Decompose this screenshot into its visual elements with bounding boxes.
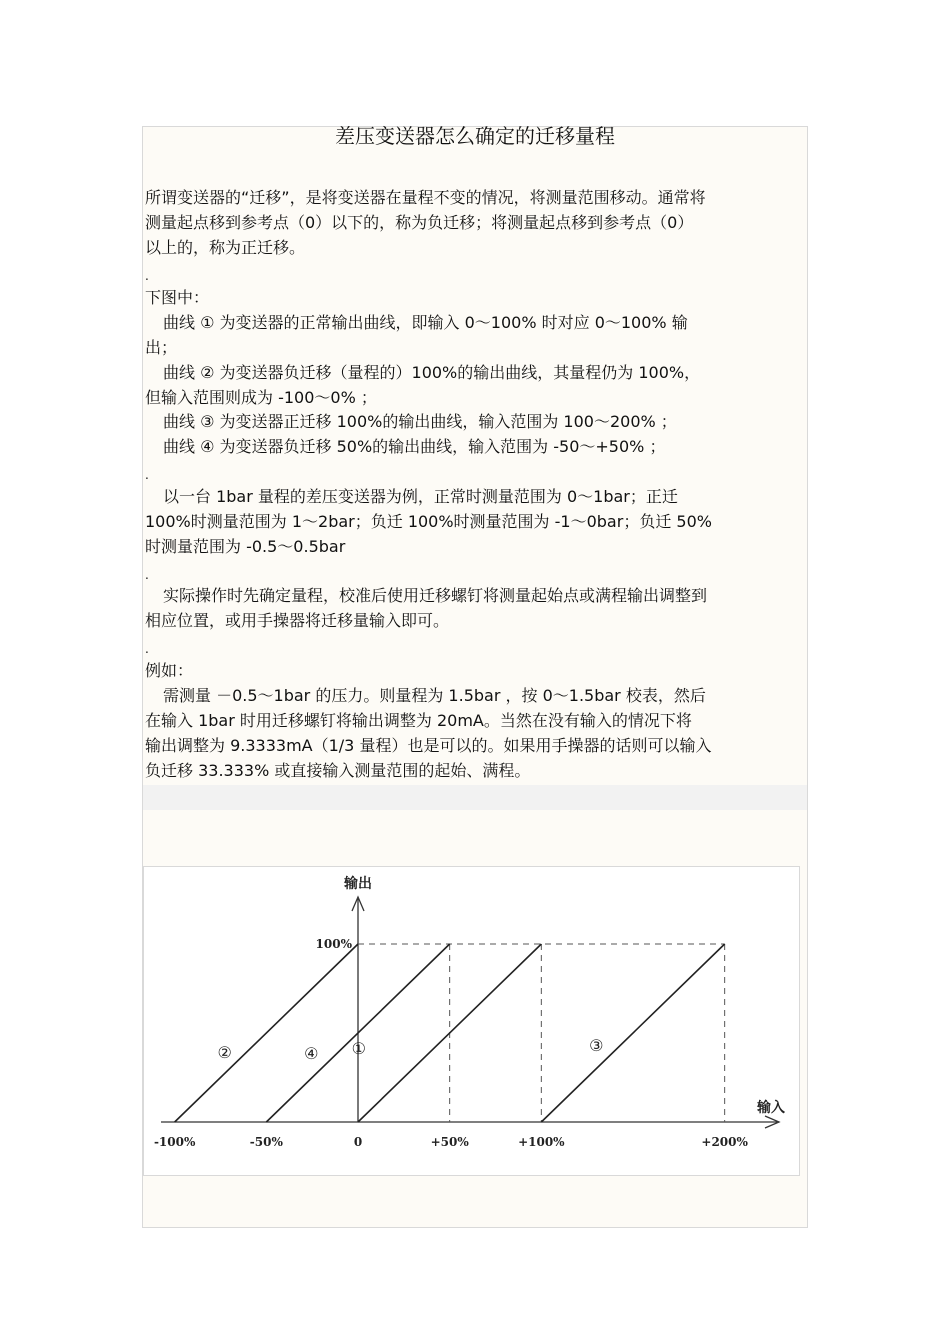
chart-labels <box>154 875 785 1149</box>
section-divider-band <box>143 785 807 810</box>
paragraph-line: 输出调整为 9.3333mA（1/3 量程）也是可以的。如果用手操器的话则可以输入 <box>145 736 712 755</box>
x-tick-label: +50% <box>430 1135 469 1149</box>
series-label: ③ <box>589 1036 604 1055</box>
x-tick-label: +100% <box>518 1135 565 1149</box>
transmitter-migration-chart <box>144 867 799 1175</box>
paragraph-line: 下图中： <box>145 288 210 307</box>
paragraph-line: 相应位置，或用手操器将迁移量输入即可。 <box>145 611 450 630</box>
paragraph-line: 在输入 1bar 时用迁移螺钉将输出调整为 20mA。当然在没有输入的情况下将 <box>145 711 692 730</box>
paragraph-line: 需测量 －0.5～1bar 的压力。则量程为 1.5bar ，按 0～1.5bar 校表，然后 <box>163 686 706 705</box>
paragraph-line: 100%时测量范围为 1～2bar；负迁 100%时测量范围为 -1～0bar；负迁 50% <box>145 512 712 531</box>
paragraph-line: 以一台 1bar 量程的差压变送器为例，正常时测量范围为 0～1bar；正迁 <box>163 487 678 506</box>
y-tick-label: 100% <box>315 937 352 951</box>
series-line <box>541 944 724 1122</box>
separator-dot: . <box>145 269 149 283</box>
paragraph-line: 曲线 ① 为变送器的正常输出曲线，即输入 0～100% 时对应 0～100% 输 <box>163 313 688 332</box>
figure-panel <box>143 866 800 1176</box>
chart-guide-lines <box>358 944 725 1122</box>
x-tick-label: +200% <box>701 1135 748 1149</box>
paragraph-line: 例如： <box>145 661 194 680</box>
series-label: ① <box>351 1039 367 1058</box>
paragraph-line: 但输入范围则成为 -100～0% ； <box>145 388 377 407</box>
paragraph-line: 曲线 ④ 为变送器负迁移 50%的输出曲线，输入范围为 -50～+50% ； <box>163 437 666 456</box>
separator-dot: . <box>145 468 149 482</box>
paragraph-line: 负迁移 33.333% 或直接输入测量范围的起始、满程。 <box>145 761 531 780</box>
separator-dot: . <box>145 642 149 656</box>
paragraph-line: 实际操作时先确定量程，校准后使用迁移螺钉将测量起始点或满程输出调整到 <box>163 586 708 605</box>
series-label: ④ <box>304 1044 319 1063</box>
y-axis-title: 输出 <box>344 876 372 892</box>
paragraph-line: 所谓变送器的“迁移”，是将变送器在量程不变的情况，将测量范围移动。通常将 <box>145 188 706 207</box>
x-tick-label: -100% <box>153 1135 196 1149</box>
paragraph-line: 以上的，称为正迁移。 <box>145 238 306 257</box>
paragraph-line: 测量起点移到参考点（0）以下的，称为负迁移；将测量起点移到参考点（0） <box>145 213 694 232</box>
x-tick-label: -50% <box>249 1135 283 1149</box>
paragraph-line: 时测量范围为 -0.5～0.5bar <box>145 537 346 556</box>
separator-dot: . <box>145 568 149 582</box>
page-title: 差压变送器怎么确定的迁移量程 <box>335 124 615 148</box>
paragraph-line: 出； <box>145 338 178 357</box>
x-axis-title: 输入 <box>757 1100 785 1116</box>
paragraph-line: 曲线 ② 为变送器负迁移（量程的）100%的输出曲线，其量程仍为 100%， <box>163 363 701 382</box>
x-tick-label: 0 <box>353 1135 363 1149</box>
paragraph-line: 曲线 ③ 为变送器正迁移 100%的输出曲线，输入范围为 100～200% ； <box>163 412 677 431</box>
series-line <box>175 944 358 1122</box>
series-label: ② <box>217 1043 232 1062</box>
